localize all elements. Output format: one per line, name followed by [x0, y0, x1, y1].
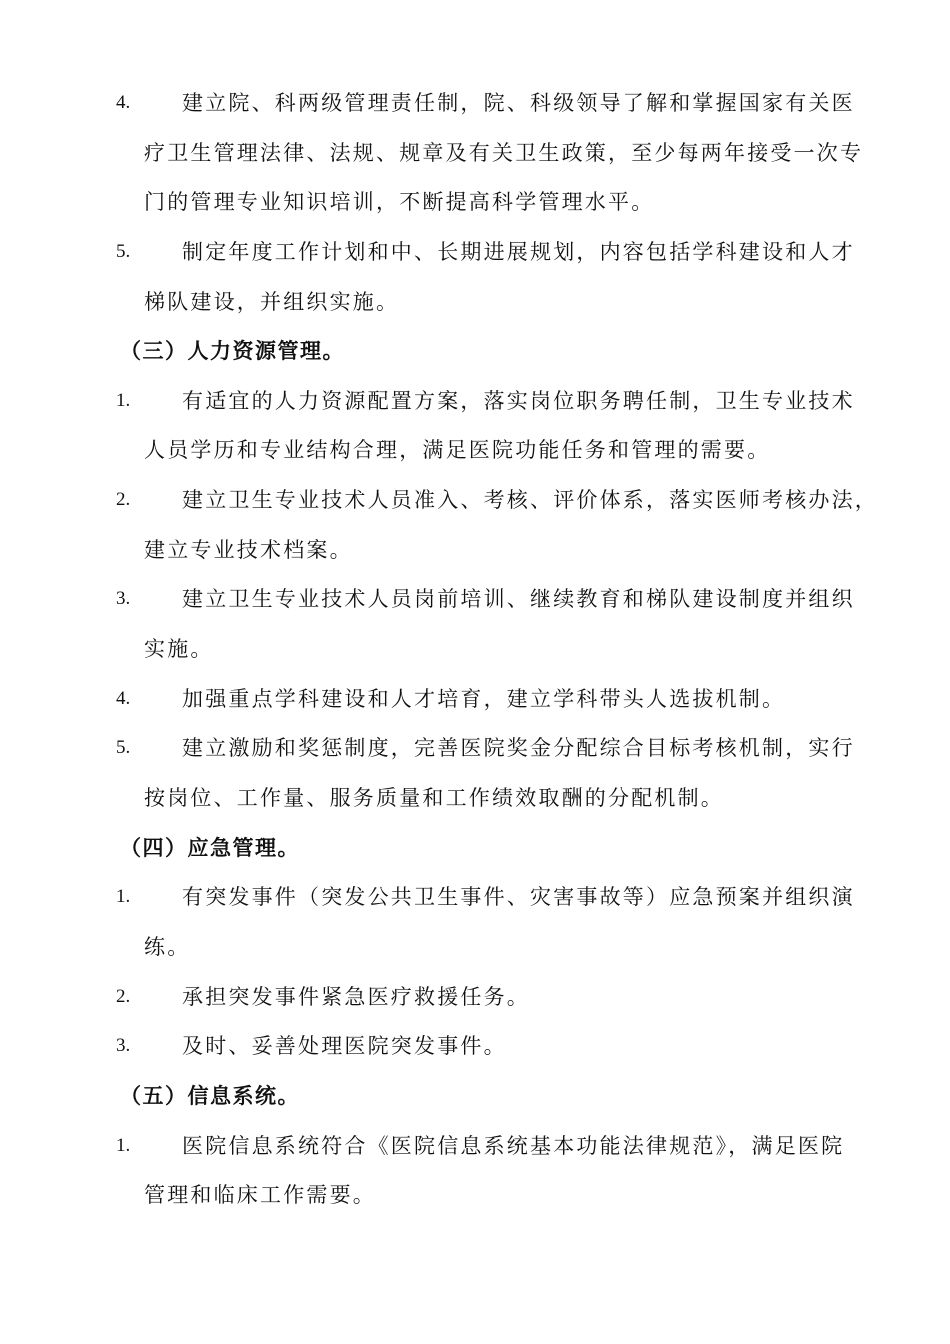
- item-number: 2.: [116, 986, 131, 1007]
- section-heading: （三）人力资源管理。: [120, 338, 345, 363]
- item-text-line: 及时、妥善处理医院突发事件。: [182, 1034, 507, 1058]
- item-text-line: 医院信息系统符合《医院信息系统基本功能法律规范》，满足医院: [182, 1134, 845, 1158]
- item-text-line: 承担突发事件紧急医疗救援任务。: [182, 985, 530, 1009]
- item-text-line: 有适宜的人力资源配置方案，落实岗位职务聘任制，卫生专业技术: [182, 389, 855, 413]
- item-text-line: 建立卫生专业技术人员准入、考核、评价体系，落实医师考核办法，: [182, 488, 878, 512]
- item-text-line: 疗卫生管理法律、法规、规章及有关卫生政策，至少每两年接受一次专: [144, 141, 864, 165]
- item-number: 5.: [116, 737, 131, 758]
- section-heading: （五）信息系统。: [120, 1083, 300, 1108]
- item-number: 2.: [116, 489, 131, 510]
- item-text-line: 有突发事件（突发公共卫生事件、灾害事故等）应急预案并组织演: [182, 885, 855, 909]
- section-heading: （四）应急管理。: [120, 835, 300, 860]
- item-text-line: 梯队建设，并组织实施。: [144, 290, 400, 314]
- item-text-line: 实施。: [144, 637, 214, 661]
- item-number: 1.: [116, 390, 131, 411]
- item-text-line: 制定年度工作计划和中、长期进展规划，内容包括学科建设和人才: [182, 240, 855, 264]
- item-number: 3.: [116, 588, 131, 609]
- item-text-line: 建立院、科两级管理责任制，院、科级领导了解和掌握国家有关医: [182, 91, 855, 115]
- item-text-line: 门的管理专业知识培训，不断提高科学管理水平。: [144, 190, 655, 214]
- item-number: 4.: [116, 92, 131, 113]
- item-text-line: 管理和临床工作需要。: [144, 1183, 376, 1207]
- item-text-line: 人员学历和专业结构合理，满足医院功能任务和管理的需要。: [144, 438, 771, 462]
- item-number: 5.: [116, 241, 131, 262]
- item-text-line: 建立激励和奖惩制度，完善医院奖金分配综合目标考核机制，实行: [182, 736, 855, 760]
- item-text-line: 建立卫生专业技术人员岗前培训、继续教育和梯队建设制度并组织: [182, 587, 855, 611]
- item-number: 3.: [116, 1035, 131, 1056]
- item-text-line: 建立专业技术档案。: [144, 538, 353, 562]
- item-text-line: 练。: [144, 935, 191, 959]
- item-text-line: 按岗位、工作量、服务质量和工作绩效取酬的分配机制。: [144, 786, 724, 810]
- item-text-line: 加强重点学科建设和人才培育，建立学科带头人选拔机制。: [182, 687, 786, 711]
- item-number: 4.: [116, 688, 131, 709]
- item-number: 1.: [116, 886, 131, 907]
- item-number: 1.: [116, 1135, 131, 1156]
